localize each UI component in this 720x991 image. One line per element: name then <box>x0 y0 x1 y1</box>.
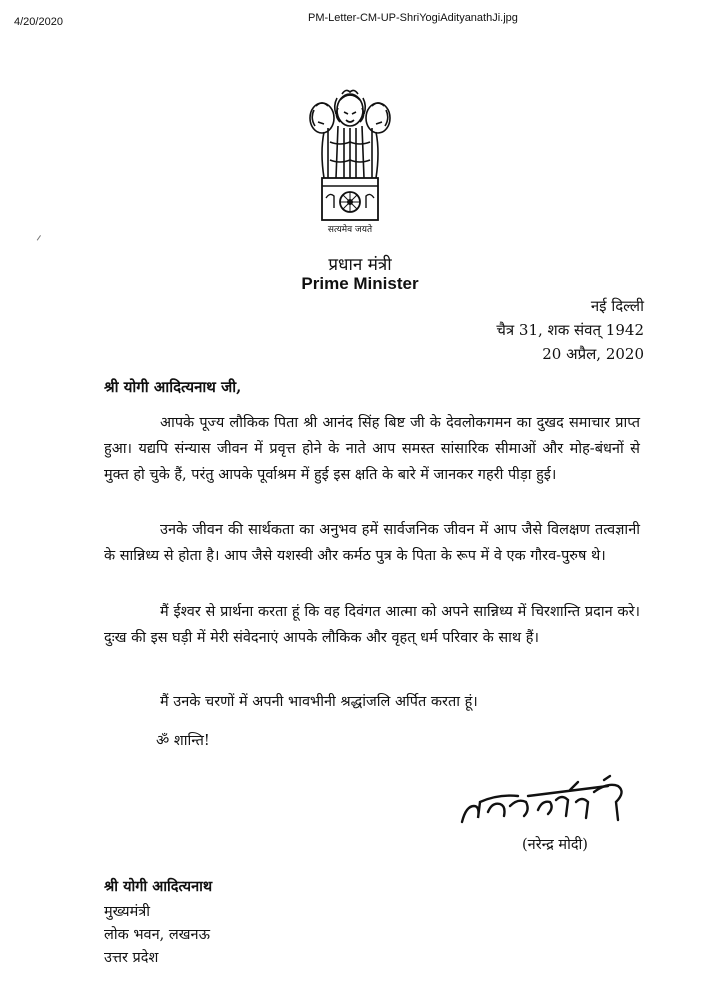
letter-paragraph: आपके पूज्य लौकिक पिता श्री आनंद सिंह बिष्ट जी के देवलोकगमन का दुखद समाचार प्राप्त हुआ। यद्यपि संन्यास जीवन में प्रवृत्त होने के नाते आप समस्त सांसारिक सीमाओं और मोह-बंधनों से मुक्त हो चुके हैं, परंतु आपके पूर्वाश्रम में हुई इस क्षति के बारे में जानकर गहरी पीड़ा हुई। <box>104 415 640 483</box>
office-title-english: Prime Minister <box>301 274 419 293</box>
closing-blessing: ॐ शान्ति! <box>156 733 210 749</box>
addressee-designation: मुख्यमंत्री <box>104 904 150 920</box>
national-emblem-icon <box>300 82 400 237</box>
letter-paragraph: उनके जीवन की सार्थकता का अनुभव हमें सार्वजनिक जीवन में आप जैसे विलक्षण तत्वज्ञानी के सान्निध्य से होता है। आप जैसे यशस्वी और कर्मठ पुत्र के पिता के रूप में वे एक गौरव-पुरुष थे। <box>104 522 640 564</box>
salutation: श्री योगी आदित्यनाथ जी, <box>104 378 242 396</box>
signatory-name: (नरेन्द्र मोदी) <box>522 837 588 853</box>
letter-paragraph: मैं ईश्वर से प्रार्थना करता हूं कि वह दिवंगत आत्मा को अपने सान्निध्य में चिरशान्ति प्रदान करे। दुःख की इस घड़ी में मेरी संवेदनाएं आपके लौकिक और वृहत् धर्म परिवार के साथ हैं। <box>104 604 640 646</box>
dateline-saka-date: चैत्र 31, शक संवत् 1942 <box>496 321 644 339</box>
emblem-motto: सत्यमेव जयते <box>327 225 373 235</box>
print-filename: PM-Letter-CM-UP-ShriYogiAdityanathJi.jpg <box>308 12 518 24</box>
addressee-state: उत्तर प्रदेश <box>104 950 159 966</box>
office-title-hindi: प्रधान मंत्री <box>328 255 392 275</box>
print-date: 4/20/2020 <box>14 16 63 28</box>
addressee-name: श्री योगी आदित्यनाथ <box>104 878 213 895</box>
scan-speck <box>37 235 45 243</box>
letter-paragraph: मैं उनके चरणों में अपनी भावभीनी श्रद्धांजलि अर्पित करता हूं। <box>160 694 478 710</box>
handwritten-signature <box>458 772 638 832</box>
addressee-address: लोक भवन, लखनऊ <box>104 927 210 943</box>
dateline-place: नई दिल्ली <box>590 297 644 315</box>
dateline-date: 20 अप्रैल, 2020 <box>542 345 644 363</box>
